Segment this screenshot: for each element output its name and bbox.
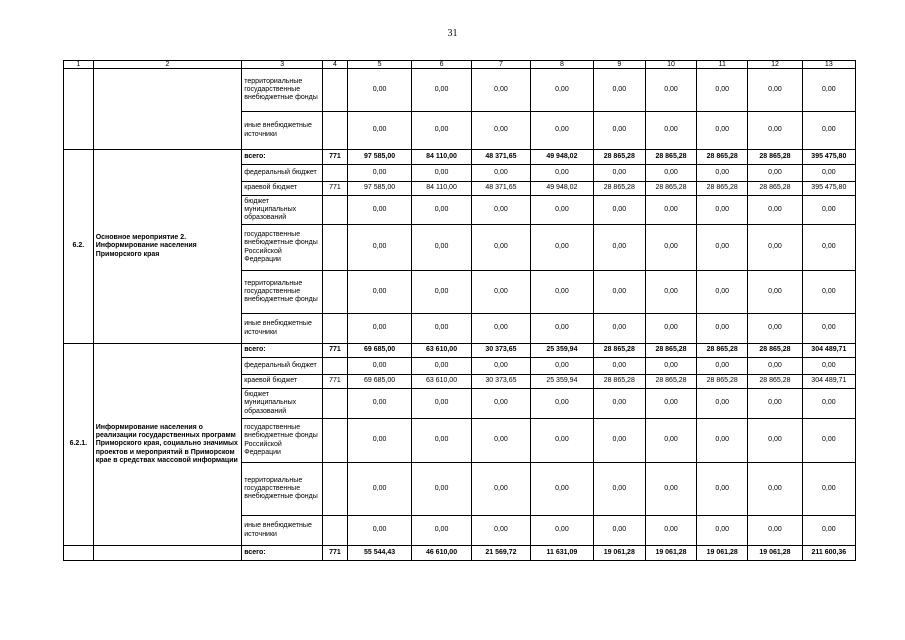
amount-cell: 0,00 — [593, 516, 645, 546]
amount-cell: 0,00 — [748, 358, 802, 375]
amount-cell: 0,00 — [531, 314, 593, 344]
budget-code: 771 — [323, 182, 348, 196]
amount-cell: 0,00 — [531, 196, 593, 225]
amount-cell: 0,00 — [471, 314, 530, 344]
amount-cell: 304 489,71 — [802, 375, 855, 389]
amount-cell: 0,00 — [531, 463, 593, 516]
amount-cell: 0,00 — [748, 112, 802, 150]
amount-cell: 0,00 — [471, 419, 530, 463]
amount-cell: 0,00 — [802, 314, 855, 344]
amount-cell: 0,00 — [471, 516, 530, 546]
amount-cell: 49 948,02 — [531, 182, 593, 196]
funding-source: территориальные государственные внебюджетные фонды — [242, 271, 323, 314]
funding-source: всего: — [242, 344, 323, 358]
amount-cell: 0,00 — [531, 271, 593, 314]
amount-cell: 0,00 — [593, 271, 645, 314]
amount-cell: 0,00 — [645, 69, 696, 112]
amount-cell: 30 373,65 — [471, 375, 530, 389]
amount-cell: 395 475,80 — [802, 182, 855, 196]
budget-code — [323, 419, 348, 463]
amount-cell: 0,00 — [347, 165, 412, 182]
item-name — [93, 546, 242, 561]
budget-code: 771 — [323, 546, 348, 561]
amount-cell: 0,00 — [531, 419, 593, 463]
amount-cell: 28 865,28 — [697, 150, 748, 165]
item-name: Информирование населения о реализации государственных программ Приморского края, социально значимых проектов и мероприятий в Приморском крае в средствах массовой информации — [93, 344, 242, 546]
amount-cell: 0,00 — [531, 165, 593, 182]
funding-source: всего: — [242, 546, 323, 561]
column-header: 8 — [531, 61, 593, 69]
amount-cell: 0,00 — [748, 314, 802, 344]
amount-cell: 0,00 — [471, 389, 530, 419]
amount-cell: 0,00 — [593, 196, 645, 225]
amount-cell: 0,00 — [645, 112, 696, 150]
amount-cell: 0,00 — [802, 419, 855, 463]
amount-cell: 0,00 — [531, 225, 593, 271]
amount-cell: 19 061,28 — [748, 546, 802, 561]
amount-cell: 0,00 — [412, 419, 471, 463]
amount-cell: 28 865,28 — [645, 375, 696, 389]
header-row — [64, 61, 856, 69]
amount-cell: 0,00 — [471, 271, 530, 314]
budget-code — [323, 165, 348, 182]
amount-cell: 84 110,00 — [412, 150, 471, 165]
amount-cell: 0,00 — [802, 225, 855, 271]
table-row — [64, 150, 856, 165]
column-header: 4 — [323, 61, 348, 69]
amount-cell: 21 569,72 — [471, 546, 530, 561]
amount-cell: 0,00 — [697, 314, 748, 344]
amount-cell: 0,00 — [531, 389, 593, 419]
column-header: 11 — [697, 61, 748, 69]
amount-cell: 0,00 — [412, 314, 471, 344]
amount-cell: 0,00 — [802, 112, 855, 150]
amount-cell: 28 865,28 — [593, 344, 645, 358]
amount-cell: 0,00 — [697, 389, 748, 419]
amount-cell: 0,00 — [645, 314, 696, 344]
amount-cell: 0,00 — [697, 196, 748, 225]
budget-code — [323, 314, 348, 344]
amount-cell: 0,00 — [471, 196, 530, 225]
amount-cell: 0,00 — [697, 419, 748, 463]
amount-cell: 0,00 — [347, 419, 412, 463]
amount-cell: 28 865,28 — [645, 344, 696, 358]
amount-cell: 0,00 — [802, 165, 855, 182]
column-header: 3 — [242, 61, 323, 69]
amount-cell: 0,00 — [748, 419, 802, 463]
amount-cell: 0,00 — [531, 69, 593, 112]
funding-source: территориальные государственные внебюджетные фонды — [242, 463, 323, 516]
funding-source: иные внебюджетные источники — [242, 112, 323, 150]
funding-source: государственные внебюджетные фонды Российской Федерации — [242, 419, 323, 463]
amount-cell: 0,00 — [347, 463, 412, 516]
amount-cell: 0,00 — [593, 419, 645, 463]
amount-cell: 0,00 — [412, 196, 471, 225]
amount-cell: 0,00 — [748, 271, 802, 314]
amount-cell: 63 610,00 — [412, 375, 471, 389]
table-row — [64, 69, 856, 112]
amount-cell: 0,00 — [802, 516, 855, 546]
column-header: 2 — [93, 61, 242, 69]
amount-cell: 0,00 — [697, 112, 748, 150]
amount-cell: 28 865,28 — [748, 182, 802, 196]
amount-cell: 0,00 — [471, 358, 530, 375]
amount-cell: 0,00 — [412, 516, 471, 546]
funding-source: бюджет муниципальных образований — [242, 389, 323, 419]
amount-cell: 0,00 — [471, 165, 530, 182]
amount-cell: 0,00 — [802, 358, 855, 375]
amount-cell: 0,00 — [748, 165, 802, 182]
amount-cell: 28 865,28 — [748, 150, 802, 165]
budget-code: 771 — [323, 150, 348, 165]
amount-cell: 0,00 — [593, 112, 645, 150]
amount-cell: 0,00 — [802, 271, 855, 314]
budget-code — [323, 69, 348, 112]
amount-cell: 0,00 — [802, 69, 855, 112]
column-header: 13 — [802, 61, 855, 69]
item-code: 6.2.1. — [64, 344, 94, 546]
amount-cell: 19 061,28 — [645, 546, 696, 561]
amount-cell: 0,00 — [412, 463, 471, 516]
amount-cell: 0,00 — [347, 314, 412, 344]
amount-cell: 0,00 — [347, 271, 412, 314]
amount-cell: 0,00 — [748, 516, 802, 546]
amount-cell: 0,00 — [697, 358, 748, 375]
amount-cell: 0,00 — [593, 225, 645, 271]
amount-cell: 0,00 — [593, 69, 645, 112]
table-row — [64, 344, 856, 358]
amount-cell: 0,00 — [347, 389, 412, 419]
amount-cell: 0,00 — [412, 225, 471, 271]
amount-cell: 0,00 — [645, 196, 696, 225]
amount-cell: 25 359,94 — [531, 375, 593, 389]
budget-code — [323, 389, 348, 419]
funding-source: всего: — [242, 150, 323, 165]
amount-cell: 11 631,09 — [531, 546, 593, 561]
amount-cell: 0,00 — [593, 389, 645, 419]
funding-source: государственные внебюджетные фонды Российской Федерации — [242, 225, 323, 271]
column-header: 10 — [645, 61, 696, 69]
amount-cell: 48 371,65 — [471, 182, 530, 196]
amount-cell: 0,00 — [412, 358, 471, 375]
item-code — [64, 69, 94, 150]
amount-cell: 0,00 — [645, 463, 696, 516]
amount-cell: 0,00 — [645, 271, 696, 314]
amount-cell: 97 585,00 — [347, 182, 412, 196]
funding-source: территориальные государственные внебюджетные фонды — [242, 69, 323, 112]
budget-code — [323, 271, 348, 314]
funding-source: федеральный бюджет — [242, 358, 323, 375]
column-header: 6 — [412, 61, 471, 69]
amount-cell: 28 865,28 — [593, 150, 645, 165]
page-number: 31 — [447, 28, 458, 39]
budget-code — [323, 196, 348, 225]
amount-cell: 0,00 — [531, 112, 593, 150]
funding-source: федеральный бюджет — [242, 165, 323, 182]
amount-cell: 0,00 — [697, 69, 748, 112]
amount-cell: 55 544,43 — [347, 546, 412, 561]
item-name: Основное мероприятие 2. Информирование населения Приморского края — [93, 150, 242, 344]
amount-cell: 0,00 — [593, 463, 645, 516]
amount-cell: 46 610,00 — [412, 546, 471, 561]
column-header: 5 — [347, 61, 412, 69]
amount-cell: 0,00 — [593, 165, 645, 182]
item-name — [93, 69, 242, 150]
amount-cell: 28 865,28 — [697, 375, 748, 389]
funding-source: краевой бюджет — [242, 182, 323, 196]
amount-cell: 0,00 — [645, 225, 696, 271]
amount-cell: 211 600,36 — [802, 546, 855, 561]
column-header: 9 — [593, 61, 645, 69]
amount-cell: 0,00 — [347, 69, 412, 112]
budget-code: 771 — [323, 344, 348, 358]
amount-cell: 69 685,00 — [347, 375, 412, 389]
amount-cell: 28 865,28 — [593, 182, 645, 196]
funding-source: иные внебюджетные источники — [242, 516, 323, 546]
amount-cell: 0,00 — [593, 314, 645, 344]
amount-cell: 28 865,28 — [645, 182, 696, 196]
amount-cell: 0,00 — [645, 516, 696, 546]
budget-table — [63, 60, 856, 561]
amount-cell: 0,00 — [748, 196, 802, 225]
amount-cell: 28 865,28 — [748, 344, 802, 358]
amount-cell: 0,00 — [748, 389, 802, 419]
amount-cell: 63 610,00 — [412, 344, 471, 358]
amount-cell: 28 865,28 — [645, 150, 696, 165]
column-header: 12 — [748, 61, 802, 69]
amount-cell: 69 685,00 — [347, 344, 412, 358]
amount-cell: 30 373,65 — [471, 344, 530, 358]
amount-cell: 0,00 — [412, 165, 471, 182]
funding-source: краевой бюджет — [242, 375, 323, 389]
amount-cell: 0,00 — [645, 358, 696, 375]
amount-cell: 0,00 — [471, 463, 530, 516]
amount-cell: 49 948,02 — [531, 150, 593, 165]
amount-cell: 0,00 — [531, 358, 593, 375]
funding-source: бюджет муниципальных образований — [242, 196, 323, 225]
amount-cell: 0,00 — [802, 389, 855, 419]
budget-code — [323, 358, 348, 375]
amount-cell: 0,00 — [697, 225, 748, 271]
column-header: 7 — [471, 61, 530, 69]
amount-cell: 0,00 — [531, 516, 593, 546]
amount-cell: 0,00 — [593, 358, 645, 375]
amount-cell: 0,00 — [471, 112, 530, 150]
amount-cell: 0,00 — [697, 516, 748, 546]
amount-cell: 0,00 — [412, 271, 471, 314]
amount-cell: 0,00 — [347, 112, 412, 150]
amount-cell: 28 865,28 — [697, 344, 748, 358]
amount-cell: 0,00 — [347, 196, 412, 225]
budget-code — [323, 112, 348, 150]
amount-cell: 0,00 — [347, 358, 412, 375]
amount-cell: 28 865,28 — [593, 375, 645, 389]
amount-cell: 0,00 — [412, 112, 471, 150]
amount-cell: 84 110,00 — [412, 182, 471, 196]
budget-code — [323, 516, 348, 546]
amount-cell: 28 865,28 — [748, 375, 802, 389]
amount-cell: 48 371,65 — [471, 150, 530, 165]
amount-cell: 0,00 — [412, 69, 471, 112]
amount-cell: 0,00 — [471, 69, 530, 112]
amount-cell: 0,00 — [645, 165, 696, 182]
column-header: 1 — [64, 61, 94, 69]
budget-code — [323, 463, 348, 516]
budget-code — [323, 225, 348, 271]
amount-cell: 0,00 — [748, 225, 802, 271]
amount-cell: 0,00 — [645, 389, 696, 419]
amount-cell: 0,00 — [697, 165, 748, 182]
amount-cell: 25 359,94 — [531, 344, 593, 358]
table-row — [64, 546, 856, 561]
amount-cell: 0,00 — [471, 225, 530, 271]
amount-cell: 0,00 — [748, 463, 802, 516]
amount-cell: 0,00 — [802, 463, 855, 516]
amount-cell: 28 865,28 — [697, 182, 748, 196]
amount-cell: 0,00 — [697, 463, 748, 516]
budget-code: 771 — [323, 375, 348, 389]
amount-cell: 0,00 — [748, 69, 802, 112]
amount-cell: 0,00 — [347, 516, 412, 546]
funding-source: иные внебюджетные источники — [242, 314, 323, 344]
amount-cell: 0,00 — [412, 389, 471, 419]
item-code — [64, 546, 94, 561]
amount-cell: 0,00 — [802, 196, 855, 225]
amount-cell: 395 475,80 — [802, 150, 855, 165]
amount-cell: 0,00 — [347, 225, 412, 271]
amount-cell: 97 585,00 — [347, 150, 412, 165]
item-code: 6.2. — [64, 150, 94, 344]
amount-cell: 0,00 — [645, 419, 696, 463]
amount-cell: 304 489,71 — [802, 344, 855, 358]
amount-cell: 19 061,28 — [697, 546, 748, 561]
amount-cell: 19 061,28 — [593, 546, 645, 561]
amount-cell: 0,00 — [697, 271, 748, 314]
